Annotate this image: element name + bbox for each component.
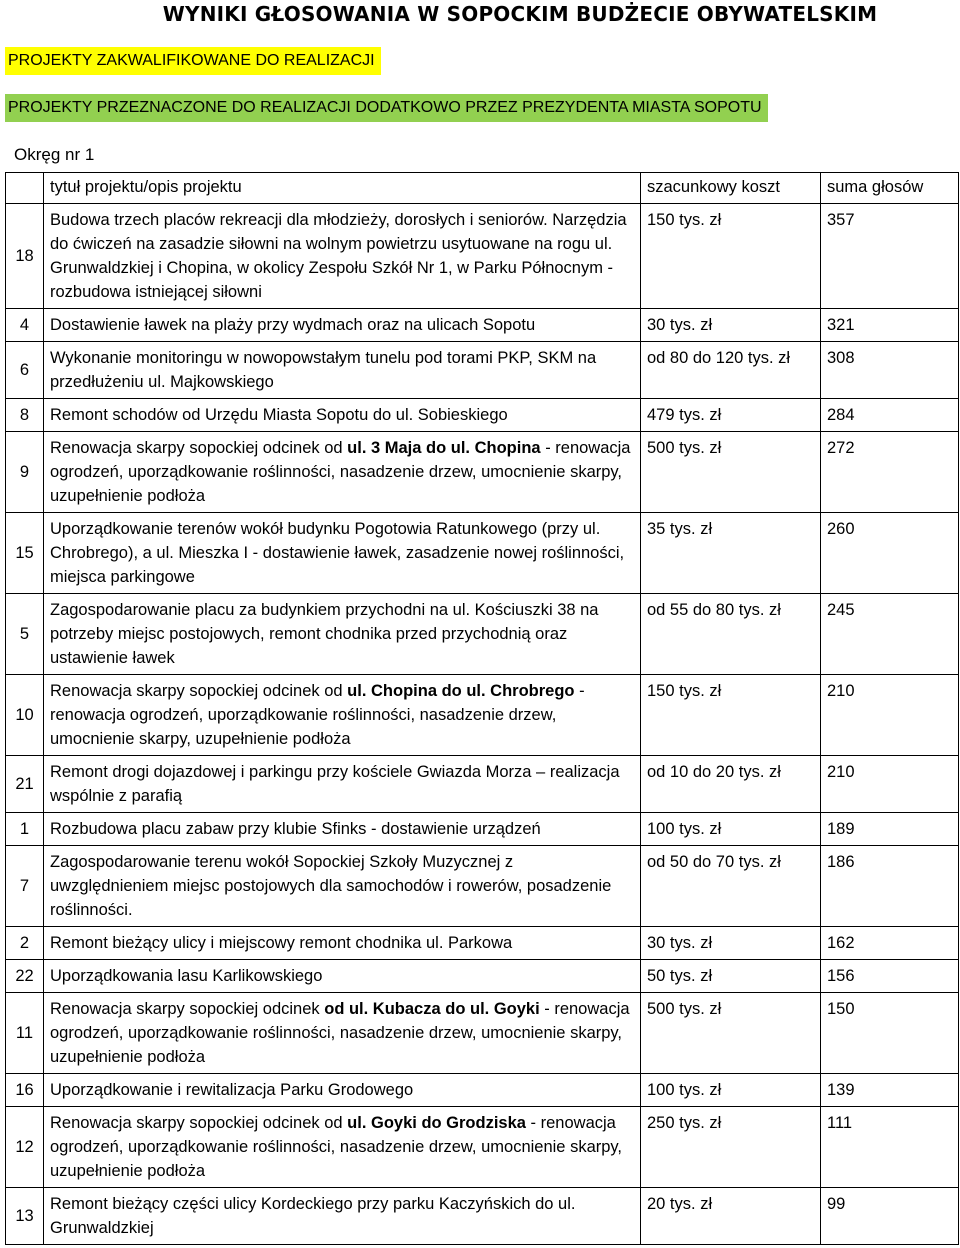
project-number: 4 — [6, 309, 44, 342]
project-description — [44, 432, 641, 513]
project-description: Uporządkowanie i rewitalizacja Parku Grodowego — [44, 1074, 641, 1107]
estimated-cost: 250 tys. zł — [641, 1107, 821, 1188]
description-text: Renowacja skarpy sopockiej odcinek od — [50, 1114, 348, 1132]
header-title: tytuł projektu/opis projektu — [44, 173, 641, 204]
project-number: 6 — [6, 342, 44, 399]
estimated-cost: 20 tys. zł — [641, 1188, 821, 1245]
estimated-cost: 100 tys. zł — [641, 1074, 821, 1107]
project-description: Rozbudowa placu zabaw przy klubie Sfinks - dostawienie urządzeń — [44, 813, 641, 846]
project-description: Remont bieżący ulicy i miejscowy remont chodnika ul. Parkowa — [44, 927, 641, 960]
vote-total: 186 — [821, 846, 959, 927]
project-number: 15 — [6, 513, 44, 594]
estimated-cost: 30 tys. zł — [641, 309, 821, 342]
estimated-cost: 500 tys. zł — [641, 432, 821, 513]
table-header-row — [6, 173, 959, 204]
description-text: - renowacja ogrodzeń, uporządkowanie roślinności, nasadzenie drzew, umocnienie skarpy, uzupełnienie podłoża — [50, 439, 631, 505]
description-text: - renowacja ogrodzeń, uporządkowanie roślinności, nasadzenie drzew, umocnienie skarpy, uzupełnienie podłoża — [50, 1114, 623, 1180]
project-number: 16 — [6, 1074, 44, 1107]
project-number: 7 — [6, 846, 44, 927]
vote-total: 308 — [821, 342, 959, 399]
project-number: 2 — [6, 927, 44, 960]
table-row — [6, 1188, 959, 1245]
vote-total: 260 — [821, 513, 959, 594]
project-description — [44, 1107, 641, 1188]
header-votes: suma głosów — [821, 173, 959, 204]
district-label: Okręg nr 1 — [14, 145, 95, 164]
legend-additional: PROJEKTY PRZEZNACZONE DO REALIZACJI DODATKOWO PRZEZ PREZYDENTA MIASTA SOPOTU — [5, 94, 768, 122]
description-text: - renowacja ogrodzeń, uporządkowanie roślinności, nasadzenie drzew, umocnienie skarpy, uzupełnienie podłoża — [50, 682, 585, 748]
project-number: 18 — [6, 204, 44, 309]
table-row — [6, 513, 959, 594]
project-number: 11 — [6, 993, 44, 1074]
vote-total: 162 — [821, 927, 959, 960]
estimated-cost: 100 tys. zł — [641, 813, 821, 846]
table-row — [6, 594, 959, 675]
project-number: 13 — [6, 1188, 44, 1245]
vote-total: 321 — [821, 309, 959, 342]
estimated-cost: 150 tys. zł — [641, 675, 821, 756]
table-row — [6, 813, 959, 846]
project-description: Remont schodów od Urzędu Miasta Sopotu do ul. Sobieskiego — [44, 399, 641, 432]
estimated-cost: 479 tys. zł — [641, 399, 821, 432]
description-street-range: ul. Goyki do Grodziska — [347, 1114, 526, 1132]
project-description: Remont drogi dojazdowej i parkingu przy kościele Gwiazda Morza – realizacja wspólnie z parafią — [44, 756, 641, 813]
vote-total: 189 — [821, 813, 959, 846]
project-number: 5 — [6, 594, 44, 675]
project-description — [44, 675, 641, 756]
project-description: Uporządkowanie terenów wokół budynku Pogotowia Ratunkowego (przy ul. Chrobrego), a ul. Mieszka I - dostawienie ławek, zasadzenie nowej roślinności, miejsca parkingowe — [44, 513, 641, 594]
project-description — [44, 993, 641, 1074]
table-row — [6, 993, 959, 1074]
table-row — [6, 756, 959, 813]
vote-total: 156 — [821, 960, 959, 993]
vote-total: 111 — [821, 1107, 959, 1188]
project-description: Wykonanie monitoringu w nowopowstałym tunelu pod torami PKP, SKM na przedłużeniu ul. Majkowskiego — [44, 342, 641, 399]
table-row — [6, 960, 959, 993]
table-row — [6, 432, 959, 513]
vote-total: 210 — [821, 675, 959, 756]
description-street-range: ul. 3 Maja do ul. Chopina — [347, 439, 541, 457]
vote-total: 210 — [821, 756, 959, 813]
project-description: Zagospodarowanie placu za budynkiem przychodni na ul. Kościuszki 38 na potrzeby miejsc postojowych, remont chodnika przed przychodnią oraz ustawienie ławek — [44, 594, 641, 675]
estimated-cost: od 50 do 70 tys. zł — [641, 846, 821, 927]
header-number — [6, 173, 44, 204]
header-cost: szacunkowy koszt — [641, 173, 821, 204]
project-number: 12 — [6, 1107, 44, 1188]
estimated-cost: 150 tys. zł — [641, 204, 821, 309]
project-description: Remont bieżący części ulicy Kordeckiego przy parku Kaczyńskich do ul. Grunwaldzkiej — [44, 1188, 641, 1245]
description-street-range: ul. Chopina do ul. Chrobrego — [347, 682, 575, 700]
project-description: Dostawienie ławek na plaży przy wydmach oraz na ulicach Sopotu — [44, 309, 641, 342]
estimated-cost: 30 tys. zł — [641, 927, 821, 960]
estimated-cost: od 80 do 120 tys. zł — [641, 342, 821, 399]
table-row — [6, 846, 959, 927]
table-row — [6, 1107, 959, 1188]
estimated-cost: 500 tys. zł — [641, 993, 821, 1074]
table-row — [6, 399, 959, 432]
table-row — [6, 342, 959, 399]
description-text: - renowacja ogrodzeń, uporządkowanie roślinności, nasadzenie drzew, umocnienie skarpy, uzupełnienie podłoża — [50, 1000, 630, 1066]
table-row — [6, 675, 959, 756]
legend-qualified: PROJEKTY ZAKWALIFIKOWANE DO REALIZACJI — [5, 47, 381, 75]
table-row — [6, 309, 959, 342]
results-table — [5, 172, 959, 1245]
vote-total: 272 — [821, 432, 959, 513]
vote-total: 139 — [821, 1074, 959, 1107]
project-number: 1 — [6, 813, 44, 846]
description-street-range: od ul. Kubacza do ul. Goyki — [324, 1000, 540, 1018]
estimated-cost: od 55 do 80 tys. zł — [641, 594, 821, 675]
project-number: 10 — [6, 675, 44, 756]
table-row — [6, 1074, 959, 1107]
estimated-cost: 50 tys. zł — [641, 960, 821, 993]
project-number: 22 — [6, 960, 44, 993]
description-text: Renowacja skarpy sopockiej odcinek od — [50, 439, 348, 457]
project-description: Uporządkowania lasu Karlikowskiego — [44, 960, 641, 993]
vote-total: 284 — [821, 399, 959, 432]
project-number: 8 — [6, 399, 44, 432]
table-row — [6, 204, 959, 309]
project-description: Zagospodarowanie terenu wokół Sopockiej Szkoły Muzycznej z uwzględnieniem miejsc postojowych dla samochodów i rowerów, posadzenie roślinności. — [44, 846, 641, 927]
project-description: Budowa trzech placów rekreacji dla młodzieży, dorosłych i seniorów. Narzędzia do ćwiczeń na zasadzie siłowni na wolnym powietrzu usytuowane na rogu ul. Grunwaldzkiej i Chopina, w okolicy Zespołu Szkół Nr 1, w Parku Północnym - rozbudowa istniejącej siłowni — [44, 204, 641, 309]
table-row — [6, 927, 959, 960]
vote-total: 245 — [821, 594, 959, 675]
estimated-cost: 35 tys. zł — [641, 513, 821, 594]
project-number: 9 — [6, 432, 44, 513]
project-number: 21 — [6, 756, 44, 813]
description-text: Renowacja skarpy sopockiej odcinek — [50, 1000, 325, 1018]
vote-total: 357 — [821, 204, 959, 309]
vote-total: 99 — [821, 1188, 959, 1245]
page-title: WYNIKI GŁOSOWANIA W SOPOCKIM BUDŻECIE OBYWATELSKIM — [162, 2, 878, 26]
estimated-cost: od 10 do 20 tys. zł — [641, 756, 821, 813]
vote-total: 150 — [821, 993, 959, 1074]
description-text: Renowacja skarpy sopockiej odcinek od — [50, 682, 348, 700]
